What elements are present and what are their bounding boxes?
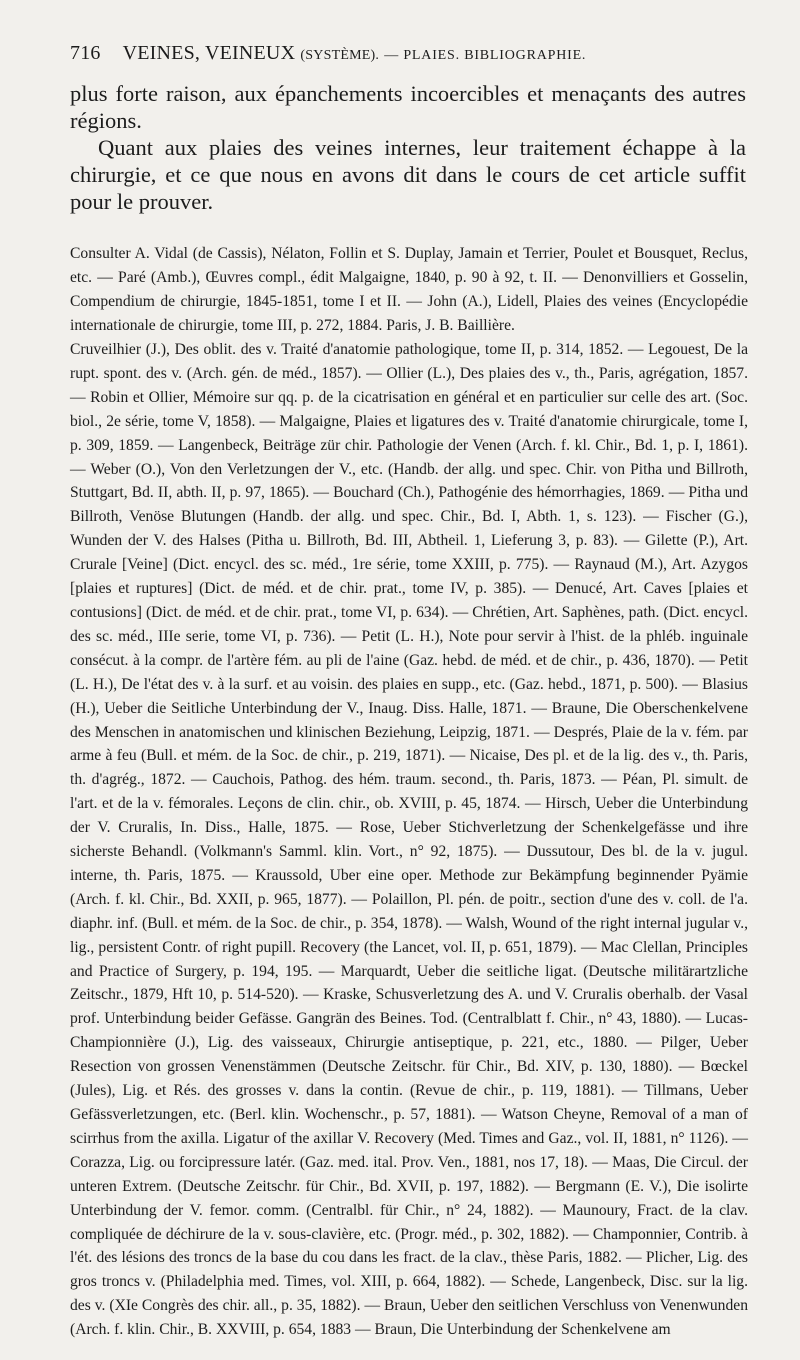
bibliography-consulter: Consulter A. Vidal (de Cassis), Nélaton, Follin et S. Duplay, Jamain et Terrier, Poulet et Bousquet, Reclus, etc. — Paré (Amb.), Œuvres compl., édit Malgaigne, 1840, p. 90 à 92, t. II. — Denonvilliers et Gosselin, Compendium de chirurgie, 1845-1851, tome I et II. — John (A.), Lidell, Plaies des veines (Encyclopédie internationale de chirurgie, tome III, p. 272, 1884. Paris, J. B. Baillière. — [70, 245, 748, 334]
page-number: 716 — [70, 42, 101, 64]
header-subtitle: — PLAIES. BIBLIOGRAPHIE. — [384, 48, 587, 63]
bibliography-references: Cruveilhier (J.), Des oblit. des v. Traité d'anatomie pathologique, tome II, p. 314, 1852. — Legouest, De la rupt. spont. des v. (Arch. gén. de méd., 1857). — Ollier (L.), Des plaies des v., th., Paris, agrégation, 1857. — Robin et Ollier, Mémoire sur qq. p. de la cicatrisation en général et en particulier sur celle des art. (Soc. biol., 2e série, tome V, 1858). — Malgaigne, Plaies et ligatures des v. Traité d'anatomie chirurgicale, tome I, p. 309, 1859. — Langenbeck, Beiträge zür chir. Pathologie der Venen (Arch. f. kl. Chir., Bd. 1, p. I, 1861). — Weber (O.), Von den Verletzungen der V., etc. (Handb. der allg. und spec. Chir. von Pitha und Billroth, Stuttgart, Bd. II, abth. II, p. 97, 1865). — Bouchard (Ch.), Pathogénie des hémorrhagies, 1869. — Pitha und Billroth, Venöse Blutungen (Handb. der allg. und spec. Chir., Bd. I, Abth. 1, s. 123). — Fischer (G.), Wunden der V. des Halses (Pitha u. Billroth, Bd. III, Abtheil. 1, Lieferung 3, p. 83). — Gilette (P.), Art. Crurale [Veine] (Dict. encycl. des sc. méd., 1re série, tome XXIII, p. 775). — Raynaud (M.), Art. Azygos [plaies et ruptures] (Dict. de méd. et de chir. prat., tome IV, p. 385). — Denucé, Art. Caves [plaies et contusions] (Dict. de méd. et de chir. prat., tome VI, p. 634). — Chrétien, Art. Saphènes, path. (Dict. encycl. des sc. méd., IIIe serie, tome VI, p. 736). — Petit (L. H.), Note pour servir à l'hist. de la phléb. inguinale consécut. à la compr. de l'artère fém. au pli de l'aine (Gaz. hebd. de méd. et de chir., p. 436, 1870). — Petit (L. H.), De l'état des v. à la surf. et au voisin. des plaies en supp., etc. (Gaz. hebd., 1871, p. 500). — Blasius (H.), Ueber die Seitliche Unterbindung der V., Inaug. Diss. Halle, 1871. — Braune, Die Oberschenkelvene des Menschen in anatomischen und klinischen Beziehung, Leipzig, 1871. — Després, Plaie de la v. fém. par arme à feu (Bull. et mém. de la Soc. de chir., p. 219, 1871). — Nicaise, Des pl. et de la lig. des v., th. Paris, th. d'agrég., 1872. — Cauchois, Pathog. des hém. traum. second., th. Paris, 1873. — Péan, Pl. simult. de l'art. et de la v. fémorales. Leçons de clin. chir., ob. XVIII, p. 45, 1874. — Hirsch, Ueber die Unterbindung der V. Cruralis, In. Diss., Halle, 1875. — Rose, Ueber Stichverletzung der Schenkelgefässe und ihre sicherste Behandl. (Volkmann's Samml. klin. Vort., n° 92, 1875). — Dussutour, Des bl. de la v. jugul. interne, th. Paris, 1875. — Kraussold, Uber eine oper. Methode zur Bekämpfung beginnender Pyämie (Arch. f. kl. Chir., Bd. XXII, p. 965, 1877). — Polaillon, Pl. pén. de poitr., section d'une des v. coll. de l'a. diaphr. inf. (Bull. et mém. de la Soc. de chir., p. 354, 1878). — Walsh, Wound of the right internal jugular v., lig., persistent Contr. of right pupill. Recovery (the Lancet, vol. II, p. 651, 1879). — Mac Clellan, Principles and Practice of Surgery, p. 194, 195. — Marquardt, Ueber die seitliche ligat. (Deutsche militärartzliche Zeitschr., 1879, Hft 10, p. 514-520). — Kraske, Schusverletzung des A. und V. Cruralis oberhalb. der Vasal prof. Unterbindung beider Gefässe. Gangrän des Beines. Tod. (Centralblatt f. Chir., n° 43, 1880). — Lucas-Championnière (J.), Lig. des vaisseaux, Chirurgie antiseptique, p. 221, etc., 1880. — Pilger, Ueber Resection von grossen Venenstämmen (Deutsche Zeitschr. für Chir., Bd. XIV, p. 130, 1880). — Bœckel (Jules), Lig. et Rés. des grosses v. dans la contin. (Revue de chir., p. 119, 1881). — Tillmans, Ueber Gefässverletzungen, etc. (Berl. klin. Wochenschr., p. 57, 1881). — Watson Cheyne, Removal of a man of scirrhus from the axilla. Ligatur of the axillar V. Recovery (Med. Times and Gaz., vol. II, 1881, n° 1126). — Corazza, Lig. ou forcipressure latér. (Gaz. med. ital. Prov. Ven., 1881, nos 17, 18). — Maas, Die Circul. der unteren Extrem. (Deutsche Zeitschr. für Chir., Bd. XVII, p. 197, 1882). — Bergmann (E. V.), Die isolirte Unterbindung der V. femor. comm. (Centralbl. für Chir., n° 24, 1882). — Maunoury, Fract. de la clav. compliquée de déchirure de la v. sous-clavière, etc. (Progr. méd., p. 302, 1882). — Champonnier, Contrib. à l'ét. des lésions des troncs de la base du cou dans les fract. de la clav., thèse Paris, 1882. — Plicher, Lig. des gros troncs v. (Philadelphia med. Times, vol. XIII, p. 664, 1882). — Schede, Langenbeck, Disc. sur la lig. des v. (XIe Congrès des chir. all., p. 35, 1882). — Braun, Ueber den seitlichen Verschluss von Venenwunden (Arch. f. klin. Chir., B. XXVIII, p. 654, 1883 — Braun, Die Unterbindung der Schenkelvene am — [70, 341, 748, 1339]
body-paragraph-1: plus forte raison, aux épanchements incoercibles et menaçants des autres régions. — [70, 81, 746, 133]
header-title: VEINES, VEINEUX — [122, 42, 301, 64]
running-header — [70, 42, 740, 65]
header-title-system: (SYSTÈME). — [300, 48, 380, 63]
body-paragraph-2: Quant aux plaies des veines internes, leur traitement échappe à la chirurgie, et ce que nous en avons dit dans le cours de cet article suffit pour le prouver. — [70, 135, 746, 214]
